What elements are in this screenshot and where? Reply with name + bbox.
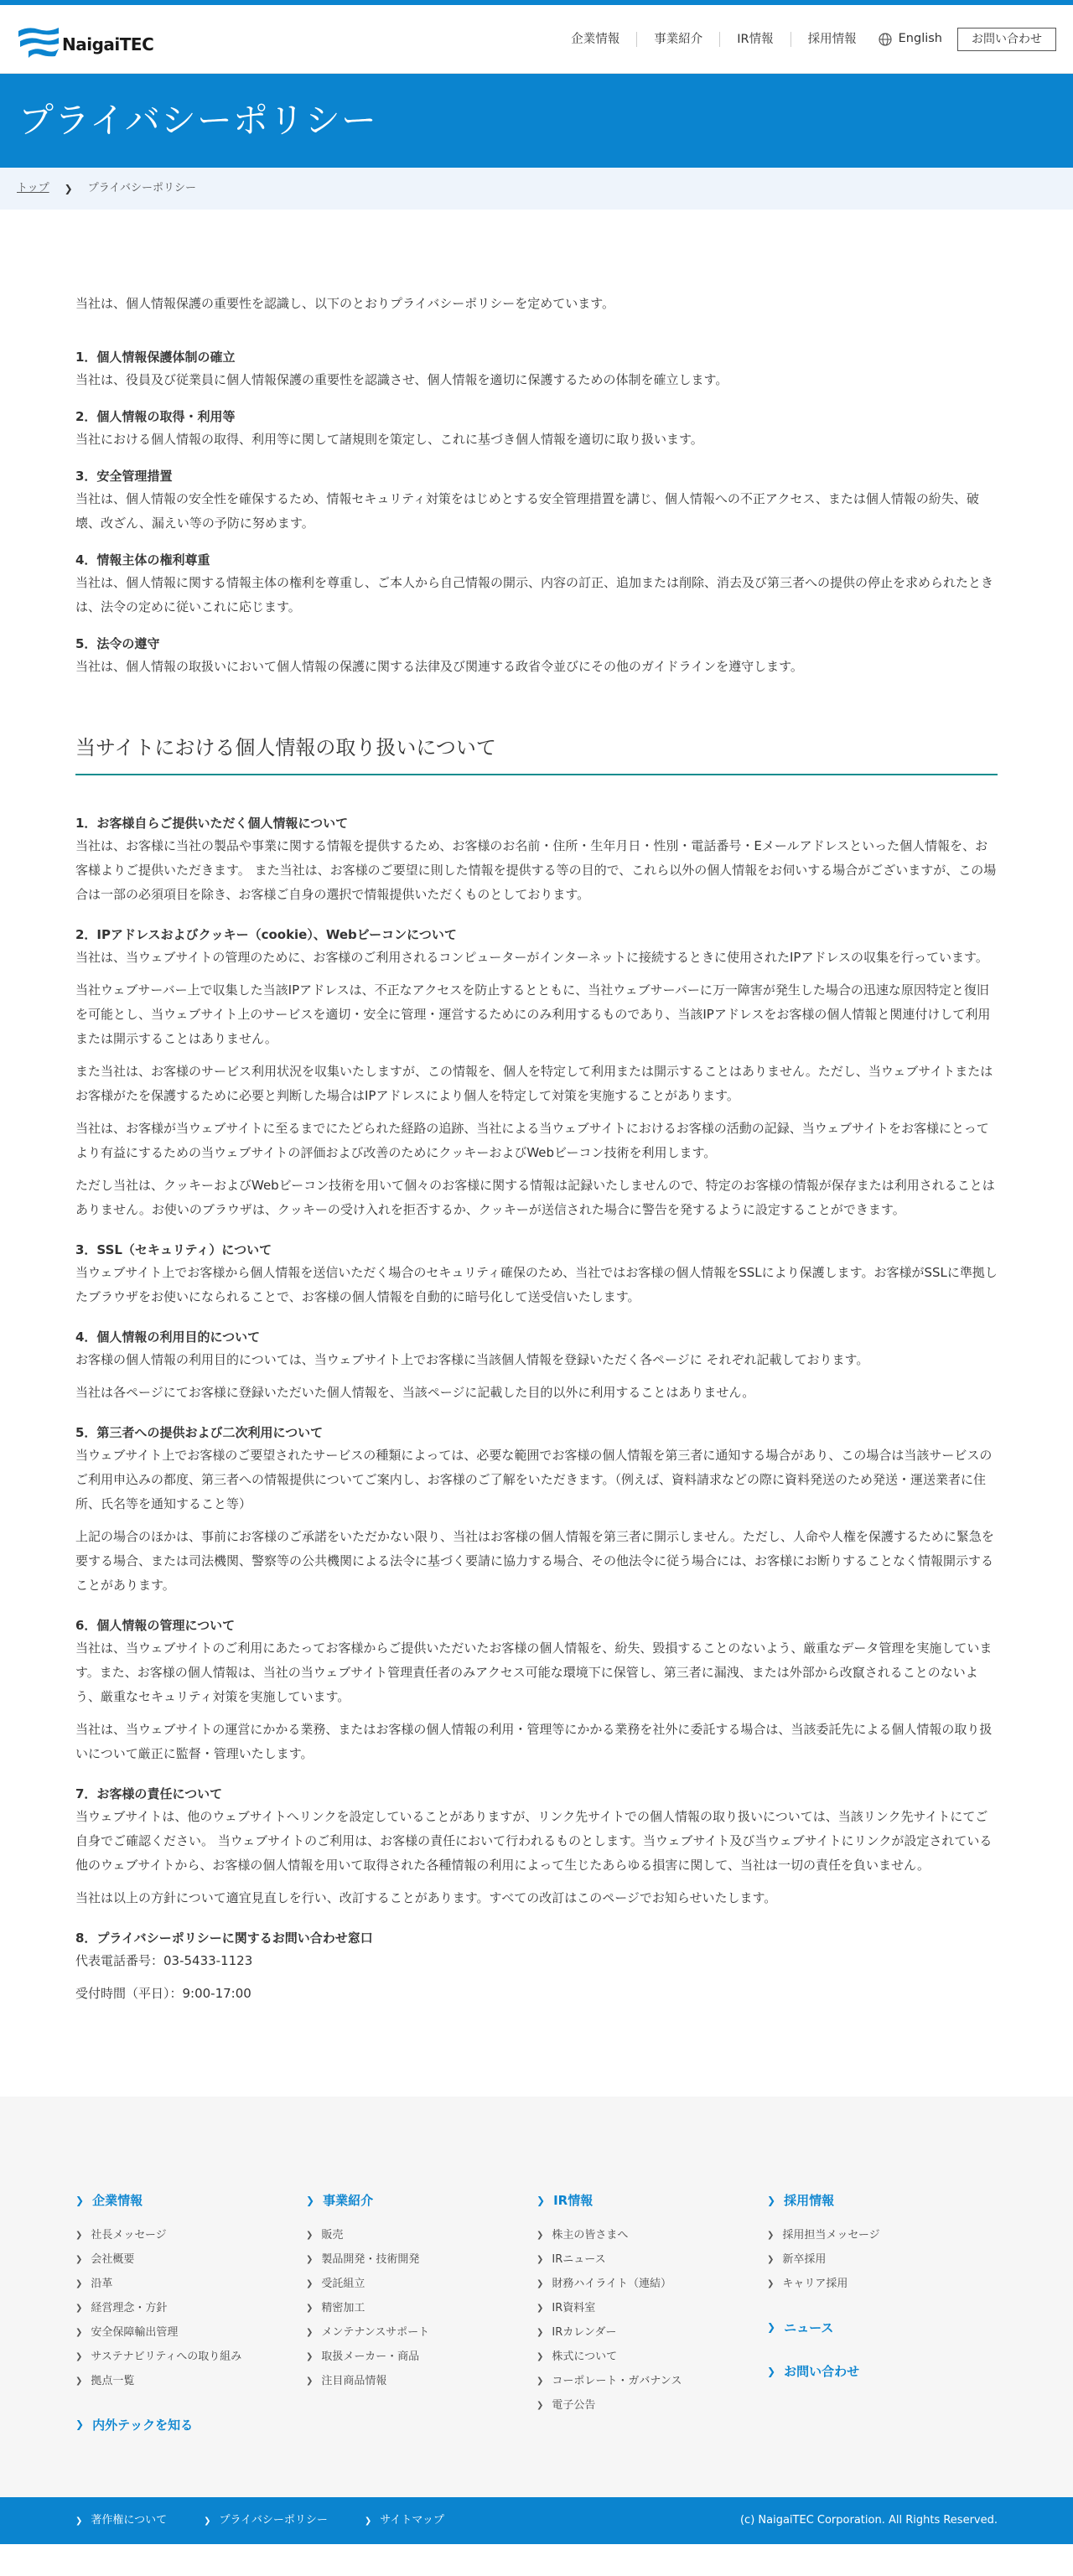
footer-link[interactable]: ❯ 受託組立 bbox=[306, 2272, 536, 2296]
chevron-right-icon: ❯ bbox=[306, 2376, 314, 2386]
site-section-title: 6．個人情報の管理について bbox=[75, 1618, 236, 1634]
policy-list bbox=[75, 346, 998, 679]
policy-body: 当社は、個人情報の安全性を確保するため、情報セキュリティ対策をはじめとする安全管理措置を講じ、個人情報への不正アクセス、または個人情報の紛失、破壊、改ざん、漏えい等の予防に努めます。 bbox=[75, 490, 979, 531]
policy-item bbox=[75, 406, 998, 452]
nav-ir[interactable]: IR情報 bbox=[720, 32, 790, 47]
chevron-right-icon: ❯ bbox=[306, 2327, 314, 2337]
site-section bbox=[75, 1239, 998, 1309]
policy-item bbox=[75, 549, 998, 619]
chevron-right-icon: ❯ bbox=[204, 2516, 211, 2526]
site-section bbox=[75, 1422, 998, 1598]
chevron-right-icon: ❯ bbox=[536, 2278, 544, 2288]
footer-privacy-link[interactable]: ❯ プライバシーポリシー bbox=[204, 2511, 346, 2532]
site-section-para: また当社は、お客様のサービス利用状況を収集いたしますが、この情報を、個人を特定して利用または開示することはありません。ただし、当ウェブサイトまたはお客様がたを保護するために必要と判断した場合はIPアドレスにより個人を特定して対策を実施することがあります。 bbox=[75, 1064, 993, 1104]
policy-body: 当社は、個人情報の取扱いにおいて個人情報の保護に関する法律及び関連する政省令並びにその他のガイドラインを遵守します。 bbox=[75, 658, 803, 674]
policy-title: 1．個人情報保護体制の確立 bbox=[75, 349, 236, 365]
site-section-para: 当社は、当ウェブサイトの運営にかかる業務、またはお客様の個人情報の利用・管理等にかかる業務を社外に委託する場合は、当該委託先による個人情報の取り扱いについて厳正に監督・管理いたします。 bbox=[75, 1722, 993, 1762]
footer-heading-corporate[interactable]: ❯ 企業情報 bbox=[75, 2189, 306, 2213]
contact-button[interactable]: お問い合わせ bbox=[957, 28, 1056, 51]
footer-link[interactable]: ❯ 株主の皆さまへ bbox=[536, 2223, 767, 2247]
policy-item bbox=[75, 465, 998, 536]
policy-title: 2．個人情報の取得・利用等 bbox=[75, 408, 236, 424]
footer-link[interactable]: ❯ 会社概要 bbox=[75, 2247, 306, 2272]
site-section-para: お客様の個人情報の利用目的については、当ウェブサイト上でお客様に当該個人情報を登録いただく各ページに それぞれ記載しております。 bbox=[75, 1352, 869, 1368]
policy-body: 当社は、役員及び従業員に個人情報保護の重要性を認識させ、個人情報を適切に保護するための体制を確立します。 bbox=[75, 371, 728, 387]
chevron-right-icon: ❯ bbox=[364, 2516, 372, 2526]
site-section-para: 当社は、当ウェブサイトの管理のために、お客様のご利用されるコンピューターがインターネットに接続するときに使用されたIPアドレスの収集を行っています。 bbox=[75, 950, 988, 966]
footer-link[interactable]: ❯ 財務ハイライト（連結） bbox=[536, 2272, 767, 2296]
footer-heading-news[interactable]: ❯ ニュース bbox=[767, 2316, 998, 2340]
site-section bbox=[75, 1927, 998, 2006]
footer-heading-contact[interactable]: ❯ お問い合わせ bbox=[767, 2360, 998, 2384]
site-section-para: 当ウェブサイト上でお客様のご要望されたサービスの種類によっては、必要な範囲でお客様の個人情報を第三者に通知する場合があり、この場合は当該サービスのご利用申込みの都度、第三者への情報提供についてご案内し、お客様のご了解をいただきます。（例えば、資料請求などの際に資料発送のため発送・運送業者に住所、氏名等を通知すること等） bbox=[75, 1448, 993, 1512]
footer-copyright-link[interactable]: ❯ 著作権について bbox=[75, 2511, 185, 2532]
chevron-right-icon: ❯ bbox=[75, 2303, 83, 2313]
site-section-para: 当社は、お客様に当社の製品や事業に関する情報を提供するため、お客様のお名前・住所・生年月日・性別・電話番号・Eメールアドレスといった個人情報を、お客様よりご提供いただきます。 また当社は、お客様のご要望に則した情報を提供する等の目的で、これら以外の個人情報をお伺いする場合がございますが、この場合は一部の必須項目を除き、お客様ご自身の選択で情報提供いただくものとしております。 bbox=[75, 838, 997, 903]
policy-title: 3．安全管理措置 bbox=[75, 468, 173, 484]
chevron-right-icon: ❯ bbox=[536, 2376, 544, 2386]
footer-link[interactable]: ❯ IR資料室 bbox=[536, 2296, 767, 2320]
chevron-right-icon: ❯ bbox=[75, 2351, 83, 2361]
nav-corporate[interactable]: 企業情報 bbox=[554, 32, 637, 47]
breadcrumb-current: プライバシーポリシー bbox=[87, 181, 197, 194]
site-footer bbox=[0, 2097, 1073, 2497]
footer-link[interactable]: ❯ 採用担当メッセージ bbox=[767, 2223, 998, 2247]
globe-icon bbox=[879, 33, 892, 46]
chevron-right-icon: ❯ bbox=[75, 2254, 83, 2264]
chevron-right-icon: ❯ bbox=[75, 2376, 83, 2386]
site-section-para: 当ウェブサイトは、他のウェブサイトへリンクを設定していることがありますが、リンク先サイトでの個人情報の取り扱いについては、当該リンク先サイトにてご自身でご確認ください。 当ウェブサイトのご利用は、お客様の責任において行われるものとします。当ウェブサイト及び当ウェブサイトにリンクが設定されている他のウェブサイトから、お客様の個人情報を用いて取得された各種情報の利用によって生じたあらゆる損害に関して、当社は一切の責任を負いません。 bbox=[75, 1809, 993, 1874]
chevron-right-icon: ❯ bbox=[306, 2303, 314, 2313]
chevron-right-icon: ❯ bbox=[75, 2194, 85, 2206]
chevron-right-icon: ❯ bbox=[306, 2194, 315, 2206]
site-section-para: 当社は、当ウェブサイトのご利用にあたってお客様からご提供いただいたお客様の個人情報を、紛失、毀損することのないよう、厳重なデータ管理を実施しています。また、お客様の個人情報は、当社の当ウェブサイト管理責任者のみアクセス可能な環境下に保管し、第三者に漏洩、または外部から改竄されることのないよう、厳重なセキュリティ対策を実施しています。 bbox=[75, 1640, 993, 1705]
language-switch[interactable] bbox=[873, 28, 957, 51]
policy-body: 当社は、個人情報に関する情報主体の権利を尊重し、ご本人から自己情報の開示、内容の訂正、追加または削除、消去及び第三者への提供の停止を求められたときは、法令の定めに従いこれに応じます。 bbox=[75, 574, 994, 614]
chevron-right-icon: ❯ bbox=[767, 2194, 776, 2206]
nav-recruit[interactable]: 採用情報 bbox=[807, 33, 857, 46]
brand-wave-icon bbox=[17, 26, 60, 63]
site-section-para: 当ウェブサイト上でお客様から個人情報を送信いただく場合のセキュリティ確保のため、当社ではお客様の個人情報をSSLにより保護します。お客様がSSLに準拠したブラウザをお使いになられることで、お客様の個人情報を自動的に暗号化して送受信いたします。 bbox=[75, 1265, 998, 1305]
site-header bbox=[0, 5, 1073, 74]
site-section bbox=[75, 1783, 998, 1910]
footer-link[interactable]: ❯ 取扱メーカー・商品 bbox=[306, 2345, 536, 2369]
page-title: プライバシーポリシー bbox=[18, 100, 377, 142]
site-section-title: 5．第三者への提供および二次利用について bbox=[75, 1425, 324, 1441]
chevron-right-icon: ❯ bbox=[767, 2365, 776, 2377]
footer-heading-ir[interactable]: ❯ IR情報 bbox=[536, 2189, 767, 2213]
chevron-right-icon: ❯ bbox=[75, 2418, 85, 2431]
language-label: English bbox=[898, 32, 942, 46]
footer-link[interactable]: ❯ コーポレート・ガバナンス bbox=[536, 2369, 767, 2393]
footer-column-corporate bbox=[75, 2189, 306, 2447]
site-section bbox=[75, 924, 998, 1222]
footer-link[interactable]: ❯ 新卒採用 bbox=[767, 2247, 998, 2272]
footer-link[interactable]: ❯ 注目商品情報 bbox=[306, 2369, 536, 2393]
chevron-right-icon: ❯ bbox=[536, 2327, 544, 2337]
chevron-right-icon: ❯ bbox=[536, 2400, 544, 2410]
footer-link[interactable]: ❯ 経営理念・方針 bbox=[75, 2296, 306, 2320]
chevron-right-icon: ❯ bbox=[767, 2278, 775, 2288]
footer-column-business bbox=[306, 2189, 536, 2447]
site-section-title: 1．お客様自らご提供いただく個人情報について bbox=[75, 816, 349, 832]
footer-link[interactable]: ❯ IRカレンダー bbox=[536, 2320, 767, 2345]
contact-phone: 代表電話番号：03-5433-1123 bbox=[75, 1953, 253, 1969]
footer-link[interactable]: ❯ 精密加工 bbox=[306, 2296, 536, 2320]
contact-hours: 受付時間（平日）：9:00-17:00 bbox=[75, 1986, 251, 2002]
site-section-title: 8．プライバシーポリシーに関するお問い合わせ窓口 bbox=[75, 1931, 373, 1946]
site-handling-heading: 当サイトにおける個人情報の取り扱いについて bbox=[75, 729, 998, 776]
chevron-right-icon: ❯ bbox=[306, 2254, 314, 2264]
site-section bbox=[75, 812, 998, 907]
global-nav bbox=[554, 28, 1056, 51]
chevron-right-icon: ❯ bbox=[306, 2230, 314, 2240]
site-section-title: 3．SSL（セキュリティ）について bbox=[75, 1242, 272, 1258]
policy-body: 当社における個人情報の取得、利用等に関して諸規則を策定し、これに基づき個人情報を適切に取り扱います。 bbox=[75, 431, 703, 447]
site-section bbox=[75, 1326, 998, 1405]
site-section-para: 当社ウェブサーバー上で収集した当該IPアドレスは、不正なアクセスを防止するとともに、当社ウェブサーバーに万一障害が発生した場合の迅速な原因特定と復旧を可能とし、当ウェブサイト上のサービスを適切・安全に管理・運営するためにのみ利用するものであり、当該IPアドレスをお客様の個人情報と関連付けして利用または開示することはありません。 bbox=[75, 982, 991, 1047]
chevron-right-icon: ❯ bbox=[536, 2351, 544, 2361]
page-hero bbox=[0, 74, 1073, 168]
footer-link[interactable]: ❯ 安全保障輸出管理 bbox=[75, 2320, 306, 2345]
chevron-right-icon: ❯ bbox=[75, 2516, 83, 2526]
footer-link[interactable]: ❯ 販売 bbox=[306, 2223, 536, 2247]
chevron-right-icon: ❯ bbox=[75, 2278, 83, 2288]
breadcrumb bbox=[0, 168, 1073, 210]
main-content bbox=[0, 210, 1073, 2097]
breadcrumb-home[interactable]: トップ bbox=[17, 181, 49, 194]
chevron-right-icon: ❯ bbox=[536, 2254, 544, 2264]
policy-item bbox=[75, 346, 998, 392]
chevron-right-icon: ❯ bbox=[306, 2351, 314, 2361]
footer-heading-recruit[interactable]: ❯ 採用情報 bbox=[767, 2189, 998, 2213]
site-section-para: 当社は各ページにてお客様に登録いただいた個人情報を、当該ページに記載した目的以外に利用することはありません。 bbox=[75, 1385, 755, 1401]
footer-columns bbox=[75, 2189, 998, 2447]
copyright-text: (c) NaigaiTEC Corporation. All Rights Reserved. bbox=[739, 2513, 998, 2527]
site-section-title: 7．お客様の責任について bbox=[75, 1786, 223, 1802]
footer-bottom-links bbox=[75, 2511, 481, 2532]
footer-link[interactable]: ❯ 沿革 bbox=[75, 2272, 306, 2296]
site-section-title: 2．IPアドレスおよびクッキー（cookie）、Webビーコンについて bbox=[75, 927, 457, 943]
policy-title: 4．情報主体の権利尊重 bbox=[75, 552, 210, 568]
chevron-right-icon: ❯ bbox=[767, 2230, 775, 2240]
footer-link[interactable]: ❯ IRニュース bbox=[536, 2247, 767, 2272]
policy-title: 5．法令の遵守 bbox=[75, 635, 160, 651]
brand-name: NaigaiTEC bbox=[62, 34, 154, 54]
footer-link[interactable]: ❯ キャリア採用 bbox=[767, 2272, 998, 2296]
chevron-right-icon: ❯ bbox=[767, 2321, 776, 2334]
footer-link[interactable]: ❯ 社長メッセージ bbox=[75, 2223, 306, 2247]
chevron-right-icon: ❯ bbox=[536, 2303, 544, 2313]
site-section-para: 当社は、お客様が当ウェブサイトに至るまでにたどられた経路の追跡、当社による当ウェブサイトにおけるお客様の活動の記録、当ウェブサイトをお客様にとってより有益にするための当ウェブサイトの評価および改善のためにクッキーおよびWebビーコン技術を利用します。 bbox=[75, 1121, 989, 1161]
footer-column-recruit bbox=[767, 2189, 998, 2447]
site-handling-list bbox=[75, 812, 998, 2006]
chevron-right-icon: ❯ bbox=[767, 2254, 775, 2264]
intro-text: 当社は、個人情報保護の重要性を認識し、以下のとおりプライバシーポリシーを定めています。 bbox=[75, 296, 615, 311]
chevron-right-icon: ❯ bbox=[75, 2230, 83, 2240]
chevron-right-icon: ❯ bbox=[536, 2194, 546, 2206]
chevron-right-icon: ❯ bbox=[75, 2327, 83, 2337]
footer-link[interactable]: ❯ メンテナンスサポート bbox=[306, 2320, 536, 2345]
chevron-right-icon: ❯ bbox=[536, 2230, 544, 2240]
site-section-title: 4．個人情報の利用目的について bbox=[75, 1329, 261, 1345]
chevron-right-icon: ❯ bbox=[64, 182, 73, 194]
policy-item bbox=[75, 633, 998, 679]
nav-business[interactable]: 事業紹介 bbox=[637, 32, 720, 47]
site-section-para: 上記の場合のほかは、事前にお客様のご承諾をいただかない限り、当社はお客様の個人情報を第三者に開示しません。ただし、人命や人権を保護するために緊急を要する場合、または司法機関、警察等の公共機関による法令に基づく要請に協力する場合、その他法令に従う場合には、お客様にお断りすることなく情報開示することがあります。 bbox=[75, 1529, 994, 1594]
footer-link[interactable]: ❯ 製品開発・技術開発 bbox=[306, 2247, 536, 2272]
footer-heading-about[interactable]: ❯ 内外テックを知る bbox=[75, 2413, 306, 2438]
footer-bottom-bar bbox=[0, 2497, 1073, 2544]
chevron-right-icon: ❯ bbox=[306, 2278, 314, 2288]
footer-column-ir bbox=[536, 2189, 767, 2447]
site-section-para: ただし当社は、クッキーおよびWebビーコン技術を用いて個々のお客様に関する情報は記録いたしませんので、特定のお客様の情報が保存または利用されることはありません。お使いのブラウザは、クッキーの受け入れを拒否するか、クッキーが送信された場合に警告を発するように設定することができます。 bbox=[75, 1178, 995, 1218]
footer-link[interactable]: ❯ サステナビリティへの取り組み bbox=[75, 2345, 306, 2369]
site-logo[interactable] bbox=[17, 26, 153, 63]
site-section bbox=[75, 1615, 998, 1766]
site-section-para: 当社は以上の方針について適宜見直しを行い、改訂することがあります。すべての改訂はこのページでお知らせいたします。 bbox=[75, 1890, 777, 1906]
footer-link[interactable]: ❯ 株式について bbox=[536, 2345, 767, 2369]
footer-link[interactable]: ❯ 拠点一覧 bbox=[75, 2369, 306, 2393]
footer-sitemap-link[interactable]: ❯ サイトマップ bbox=[365, 2511, 463, 2532]
footer-heading-business[interactable]: ❯ 事業紹介 bbox=[306, 2189, 536, 2213]
footer-link[interactable]: ❯ 電子公告 bbox=[536, 2393, 767, 2418]
